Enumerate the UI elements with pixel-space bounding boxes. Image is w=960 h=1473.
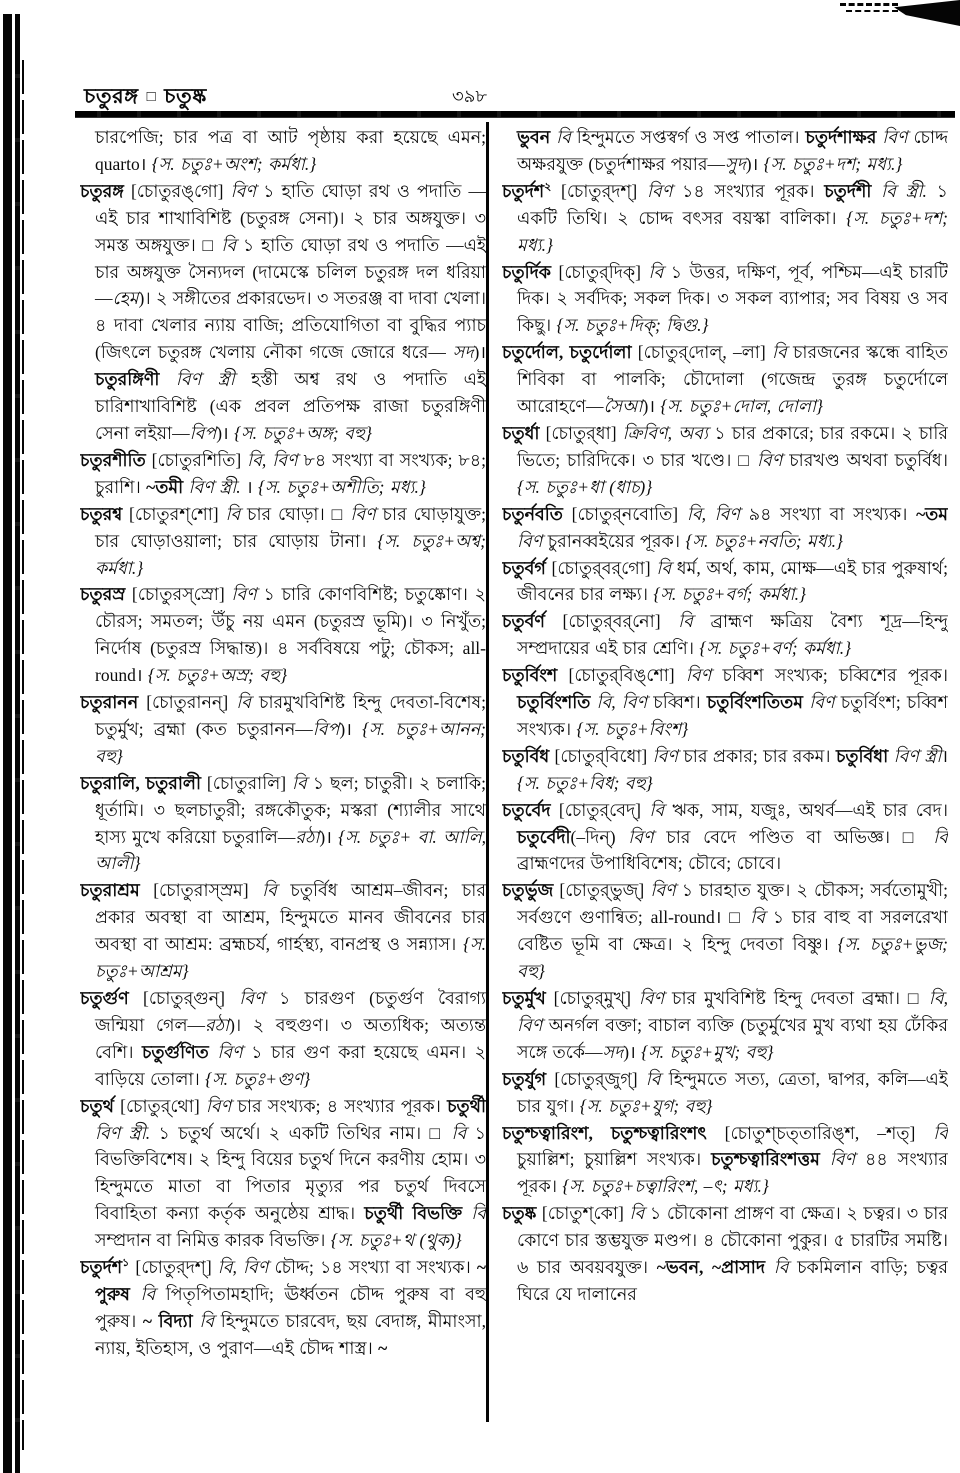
headword-text: চতুর্ধা — [502, 422, 540, 443]
entry-text: বিণ স্ত্রী. — [95, 1122, 151, 1143]
entry-text: বিপ — [189, 422, 217, 443]
left-column — [80, 124, 486, 1434]
headword-text: ~তম — [916, 503, 948, 524]
entry-text: বি — [471, 1203, 486, 1224]
guide-separator: □ — [146, 89, 157, 105]
entry-text: সদ — [602, 1041, 624, 1062]
entry-text: ১ উত্তর, দক্ষিণ, পূর্ব, পশ্চিম—এই চারটি দিক। ২ সর্বদিক; সকল দিক। ৩ সকল ব্যাপার; সব বিষয় ও সব কিছু। — [517, 261, 948, 336]
entry-text: )। — [473, 342, 486, 363]
entry-text: বিণ — [646, 180, 673, 201]
entry-text: [চোতুর্‌দিক্] — [551, 261, 649, 282]
dictionary-entry — [502, 1200, 948, 1308]
entry-text: বিণ স্ত্রী — [175, 369, 235, 390]
dictionary-entry — [502, 339, 948, 420]
entry-text: বি — [292, 772, 307, 793]
entry-text: বি — [750, 907, 765, 928]
entry-text: বি, বিণ — [517, 988, 948, 1035]
entry-text: বি — [629, 1203, 645, 1224]
headword-text: চতুর্যুগ — [502, 1068, 547, 1089]
entry-text: {স. চতুঃ+দিক্; দ্বিগু.} — [556, 315, 709, 336]
scan-corner-artifact — [894, 0, 960, 26]
dictionary-entry — [502, 1120, 948, 1201]
entry-text: চোদ্দ অক্ষরযুক্ত (চতুর্দশাক্ষর পয়ার— — [517, 127, 948, 174]
entry-text: বিণ — [230, 180, 256, 201]
entry-text: ১৪ সংখ্যার পূরক। — [672, 180, 825, 201]
dictionary-entry — [502, 743, 948, 797]
entry-text: বি, বিণ — [686, 503, 741, 524]
binding-shadow-line — [22, 60, 24, 1450]
entry-text: বিণ — [205, 1095, 232, 1116]
headword-text: চতুর্নবতি — [502, 503, 563, 524]
entry-text: {স. চতুঃ+অঙ্গ; বহু} — [234, 422, 372, 443]
entry-text: {স. চতুঃ+বিধ; বহু} — [517, 772, 653, 793]
entry-text: ঋক, সাম, যজুঃ, অথর্ব—এই চার বেদ। — [664, 799, 948, 820]
entry-text: বি — [648, 261, 664, 282]
entry-text: বি — [221, 234, 237, 255]
entry-text: [চোতুর্‌নবোতি] — [562, 503, 687, 524]
entry-text: বিণ — [829, 1149, 856, 1170]
headword-text: চতুর্বিধা — [835, 745, 889, 766]
entry-text: {স. চতুঃ+দশ; মধ্য.} — [763, 153, 903, 174]
entry-text: {স. চতুঃ+আনন; বহু} — [95, 718, 486, 766]
entry-text: হস্তী অশ্ব রথ ও পদাতি এই চারিশাখাবিশিষ্ট (এক প্রবল প্রতিপক্ষ রাজা চতুরঙ্গিণী সেনা লইয়া— — [95, 369, 486, 443]
entry-text: (–দিন্) — [570, 826, 629, 847]
headword-text: চতুর্থ — [80, 1095, 114, 1116]
entry-text: ব্রাহ্মণ ক্ষত্রিয় বৈশ্য শূদ্র—হিন্দু সম্প্রদায়ের এই চার শ্রেণি। — [517, 611, 948, 659]
entry-text: ১ হাতি ঘোড়া রথ ও পদাতি —এই চার শাখাবিশিষ্ট (চতুরঙ্গ সেনা)। ২ চার অঙ্গযুক্ত। ৩ সমস্ত অঙ্গযুক্ত। □ — [95, 180, 486, 255]
entry-text: ১ একটি তিথি। ২ চোদ্দ বৎসর বয়স্কা বালিকা। — [517, 180, 948, 228]
entry-text: ৮৪ সংখ্যা বা সংখ্যক; ৮৪; চুরাশি। — [95, 449, 486, 497]
entry-text: পিতৃপিতামহাদি; ঊর্ধ্বতন চৌদ্দ পুরুষ বা বহু পুরুষ। — [95, 1283, 486, 1331]
dictionary-entry — [502, 501, 948, 555]
entry-text: )। — [319, 826, 339, 847]
entry-text: বি — [199, 1310, 215, 1331]
entry-text: [চোতুর্‌বর্‌গো] — [545, 557, 657, 578]
dictionary-entry — [80, 1093, 486, 1254]
headword-text: চতুর্দশাক্ষর — [805, 127, 877, 147]
entry-text: ৪৪ সংখ্যার পূরক। — [517, 1149, 948, 1197]
entry-text: বি, বিণ — [596, 692, 648, 713]
entry-text: অনর্গল বক্তা; বাচাল ব্যক্তি (চতুর্মুখের মুখ ব্যথা হয় ঢেঁকির সঙ্গে তর্কে— — [517, 1014, 948, 1062]
entry-text: {স. চতুঃ+থ (থুক)} — [330, 1230, 462, 1251]
entry-text: বি, বিণ — [247, 449, 298, 470]
entry-text: চার ঘোড়া। □ — [240, 503, 351, 524]
entry-text: {স. চতুঃ+চত্বারিংশ, –ৎ; মধ্য.} — [562, 1176, 769, 1197]
entry-text: {স. চতুঃ+আশ্রম} — [95, 934, 486, 982]
entry-text: বি — [236, 692, 251, 713]
entry-text: বি — [645, 1068, 661, 1089]
entry-text: [চোতুর্‌গুন্] — [128, 988, 240, 1008]
header-rule — [75, 111, 955, 118]
headword-text: চতুর্দিক — [502, 261, 552, 282]
headword-text: ~ভবন, ~প্রাসাদ — [656, 1257, 766, 1278]
headword-text: চতুরাশ্রম — [80, 880, 140, 901]
entry-text: ১ চার বাহু বা সরলরেখা বেষ্টিত ভূমি বা ক্ষেত্র। ২ হিন্দু দেবতা বিষ্ণু। — [517, 907, 948, 955]
entry-text: ১ — [122, 1257, 130, 1270]
scan-corner-artifact — [840, 3, 898, 6]
guide-words — [84, 80, 207, 115]
entry-text: বিণ — [350, 503, 376, 524]
entry-text — [765, 1257, 774, 1277]
headword-text: ~ পুরুষ — [95, 1257, 486, 1304]
entry-text: {স. চতুঃ+অশীতি; মধ্য.} — [258, 476, 426, 497]
entry-text: [চোতুর্‌দশ্] — [551, 180, 647, 201]
headword-text: ~তমী — [146, 476, 184, 497]
entry-text: {স. চতুঃ+ বা. আলি, আলী} — [95, 826, 486, 874]
dictionary-entry — [502, 608, 948, 662]
entry-text: সুদ — [725, 153, 746, 174]
entry-text: [চোতুর্‌বিঙ্‌শো] — [557, 665, 686, 686]
headword-text: চতুর্ভুজ — [502, 880, 554, 901]
entry-text: বি — [656, 557, 672, 578]
entry-text — [130, 1284, 140, 1304]
headword-text: চতুর্গুণিত — [141, 1041, 209, 1062]
entry-text — [159, 369, 175, 389]
headword-text: চতুরালি, চতুরালী — [80, 772, 201, 793]
headword-text: চতুরস্র — [80, 584, 126, 605]
entry-text: [চোতুরস্‌স্রো] — [125, 584, 232, 605]
dictionary-entry — [502, 555, 948, 609]
entry-text: ধর্ম, অর্থ, কাম, মোক্ষ—এই চার পুরুষার্থ; জীবনের চার লক্ষ্য। — [517, 557, 948, 605]
headword-text: চতুর্দশ — [80, 1257, 123, 1278]
entry-text: {স. চতুঃ+নবতি; মধ্য.} — [685, 530, 843, 551]
dictionary-entry — [80, 1254, 486, 1362]
entry-text: চব্বিশ। — [647, 692, 707, 713]
entry-text: । — [240, 476, 258, 497]
dictionary-entry — [502, 259, 948, 340]
headword-text: চতুর্দোল, চতুর্দোলা — [502, 342, 632, 363]
entry-text: চুয়াল্লিশ; চুয়াল্লিশ সংখ্যক। — [517, 1149, 712, 1170]
dictionary-entry — [80, 581, 486, 689]
entry-text: বি — [451, 1122, 467, 1143]
entry-text: [চোতুর্‌দোল্, –লা] — [631, 342, 772, 363]
entry-text: {স. চতুঃ+অংশ; কর্মধা.} — [151, 153, 317, 174]
entry-text: [চোতুরাস্‌স্রম] — [139, 880, 263, 901]
entry-text: {স. চতুঃ+ভুজ; বহু} — [517, 934, 948, 982]
entry-text: চার ঘোড়াযুক্ত; চার ঘোড়াওয়ালা; চার ঘোড়ায় টানা। — [95, 503, 486, 551]
headword-text: চতুর্বর্গ — [502, 557, 546, 578]
entry-text: বি — [771, 342, 787, 363]
headword-text: চতুশ্চত্বারিংশ, চতুশ্চত্বারিংশৎ — [502, 1122, 707, 1143]
entry-text: [চোতুরঙ্‌গো] — [123, 180, 231, 201]
dictionary-entry — [502, 877, 948, 985]
entry-text: {স. চতুঃ+বর্ণ; কর্মধা.} — [699, 638, 852, 659]
entry-text: [চোতুশ্‌কো] — [536, 1203, 630, 1224]
dictionary-entry — [80, 689, 486, 770]
entry-text: [চোতুর্‌ভুজ্] — [553, 880, 651, 901]
headword-text: চতুর্থী বিভক্তি — [364, 1203, 463, 1224]
headword-text: চতুর্গুণ — [80, 988, 129, 1008]
entry-text: [চোতুর্‌ধা] — [539, 422, 623, 443]
headword-text: চতুরঙ্গ — [80, 180, 124, 201]
headword-text: ভুবন — [517, 127, 551, 147]
entry-text: ১ চারি কোণবিশিষ্ট; চতুষ্কোণ। ২ চৌরস; সমতল; উঁচু নয় এমন (চতুরস্র ভূমি)। ৩ নিখুঁত; নির্দোষ (চতুরস্র সিদ্ধান্ত)। ৪ সর্ববিষয়ে পটু; চৌকস; all-round। — [95, 584, 486, 686]
entry-text: [চোতুরশ্‌শো] — [122, 503, 226, 524]
headword-text: চতুর্দশী — [824, 180, 872, 201]
dictionary-entry — [80, 985, 486, 1093]
entry-text: চতুর্বিধ আশ্রম–জীবন; চার প্রকার অবস্থা বা আশ্রম, হিন্দুমতে মানব জীবনের চার অবস্থা বা আশ্রম: ব্রহ্মচর্য, গার্হস্থ্য, বানপ্রস্থ ও সন্ন্যাস। — [95, 880, 486, 955]
entry-text: {স. চতুঃ+যুগ; বহু} — [579, 1095, 713, 1116]
entry-text: {স. চতুঃ+মুখ; বহু} — [641, 1041, 774, 1062]
entry-text: ২ — [544, 180, 552, 193]
entry-text — [871, 181, 881, 201]
entry-text: {স. চতুঃ+বর্গ; কর্মধা.} — [653, 584, 806, 605]
entry-text: রঠা — [205, 1014, 230, 1035]
entry-text: বিণ — [628, 826, 654, 847]
headword-text: চতুর্বিধ — [502, 745, 550, 766]
page-number: ৩৯৮ — [452, 86, 488, 106]
entry-text: বি — [933, 826, 948, 847]
entry-text: চারপেজি; চার পত্র বা আট পৃষ্ঠায় করা হয়েছে এমন; quarto। — [95, 127, 486, 174]
entry-text: চতুর্বিংশ; চব্বিশ সংখ্যক। — [517, 692, 948, 739]
entry-text: [চোতুর্‌দশ্] — [129, 1257, 218, 1278]
entry-text: {স. চতুঃ+দশ; মধ্য.} — [517, 207, 948, 255]
dictionary-entry — [502, 124, 948, 178]
entry-text: । — [941, 745, 948, 766]
dictionary-entry — [502, 985, 948, 1066]
headword-text: চতুরশীতি — [80, 449, 146, 470]
entry-text: [চোতুশ্‌চত্‌তারিঙ্‌শ, –শত্] — [706, 1122, 934, 1143]
dictionary-entry — [80, 501, 486, 582]
entry-text: ১ হাতি ঘোড়া রথ ও পদাতি —এই চার অঙ্গযুক্ত সৈন্যদল (দামেস্কে চলিল চতুরঙ্গ দল ধরিয়া— — [95, 234, 486, 309]
headword-text: চতুর্বর্ণ — [502, 611, 545, 632]
entry-text: বি — [556, 127, 571, 147]
dictionary-entry — [80, 124, 486, 178]
entry-text: [চোতুর্‌জুগ্] — [546, 1068, 646, 1089]
entry-text: চকমিলান বাড়ি; চত্বর ঘিরে যে দালানের — [517, 1257, 948, 1304]
headword-text: চতুর্মুখ — [502, 988, 546, 1008]
entry-text: বি স্ত্রী. — [881, 180, 927, 201]
entry-text: সম্প্রদান বা নিমিত্ত কারক বিভক্তি। — [95, 1230, 331, 1251]
dictionary-entry — [502, 797, 948, 878]
entry-text: বিণ — [231, 584, 257, 605]
entry-text: সৈআ — [603, 396, 643, 417]
entry-text: [চোতুর্‌থো] — [113, 1095, 206, 1116]
dictionary-entry — [502, 662, 948, 743]
headword-text: চতুর্দশ — [502, 180, 545, 201]
dictionary-entry — [502, 1066, 948, 1120]
entry-text: ১ চার গুণ করা হয়েছে এমন। ২ বাড়িয়ে তোলা। — [95, 1041, 486, 1089]
entry-text: চার প্রকার; চার রকম। — [677, 745, 836, 766]
entry-text: বি — [678, 611, 693, 632]
dictionary-entry — [502, 178, 948, 259]
entry-text: বি, বিণ — [217, 1257, 269, 1278]
entry-text: বিণ — [809, 692, 835, 713]
headword-text: চতুরানন — [80, 692, 139, 713]
guide-word-first: চতুরঙ্গ — [84, 84, 139, 108]
entry-text: বি — [773, 1257, 789, 1278]
entry-text: চারজনের স্কন্ধে বাহিত শিবিকা বা পালকি; চৌদোলা (গজেন্দ্র তুরঙ্গ চতুর্দোলে আরোহণে— — [517, 342, 948, 417]
entry-text: রঠা — [295, 826, 320, 847]
binding-shadow-line — [15, 14, 20, 1473]
entry-text: বিণ স্ত্রী — [893, 745, 942, 766]
headword-text: চতুর্বিংশতি — [517, 692, 591, 713]
dictionary-entry — [80, 447, 486, 501]
entry-text: )। — [642, 396, 661, 417]
entry-text: )। — [339, 718, 363, 739]
entry-text: বিণ — [882, 127, 908, 147]
entry-text: চার সংখ্যক; ৪ সংখ্যার পূরক। — [231, 1095, 448, 1116]
entry-text — [820, 1149, 830, 1169]
headword-text: চতুরঙ্গিণী — [95, 369, 160, 390]
dictionary-entry — [80, 770, 486, 878]
entry-text: [চোতুর্‌বেদ্] — [550, 799, 650, 820]
binding-shadow-line — [3, 14, 12, 1473]
headword-text: চতুর্বিংশ — [502, 665, 558, 686]
entry-text: বি — [933, 1122, 948, 1143]
entry-text — [462, 1203, 471, 1223]
entry-text: চার মুখবিশিষ্ট হিন্দু দেবতা ব্রহ্মা। □ — [664, 988, 929, 1008]
entry-text: [চোতুরানন্] — [138, 692, 237, 713]
entry-text: [চোতুর্‌বিধো] — [549, 745, 653, 766]
entry-text: বিণ — [517, 530, 543, 551]
entry-text: ১ চার প্রকারে; চার রকমে। ২ চারি ভিতে; চারিদিকে। ৩ চার খণ্ডে। □ — [517, 422, 948, 470]
entry-text: {স. চতুঃ+গুণ} — [205, 1068, 311, 1089]
entry-text: হেম — [112, 288, 139, 309]
headword-text: ~ বিদ্যা — [142, 1310, 193, 1331]
entry-text: ১ বিভক্তিবিশেষ। ২ হিন্দু বিয়ের চতুর্থ দিনে করণীয় হোম। ৩ হিন্দুমতে মাতা বা পিতার মৃত্যুর পর চতুর্থ দিবসে বিবাহিতা কন্যা কর্তৃক অনুষ্ঠেয় শ্রাদ্ধ। — [95, 1122, 486, 1224]
entry-text: বিণ — [685, 665, 712, 686]
column-divider — [486, 122, 489, 1422]
entry-text: )। — [216, 422, 235, 443]
entry-text: বিণ — [757, 449, 783, 470]
entry-text: [চোতুর্‌বর্‌নো] — [544, 611, 679, 632]
entry-text: চারমুখবিশিষ্ট হিন্দু দেবতা-বিশেষ; চতুর্মুখ; ব্রহ্মা (কত চতুরানন— — [95, 692, 486, 739]
entry-text: )। ২ বহুগুণ। ৩ অত্যধিক; অত্যন্ত বেশি। — [95, 1014, 486, 1062]
entry-text: বি — [225, 503, 241, 524]
entry-text: চৌদ্দ; ১৪ সংখ্যা বা সংখ্যক। — [268, 1257, 477, 1278]
entry-text: চার বেদে পণ্ডিত বা অভিজ্ঞ। □ — [653, 826, 934, 847]
entry-text: {স. চতুঃ+বিংশ} — [576, 718, 689, 739]
headword-text: চতুরশ্ব — [80, 503, 123, 524]
entry-text: চুরানব্বইয়ের পূরক। — [542, 530, 686, 551]
dictionary-entry — [502, 420, 948, 501]
entry-text: {স. চতুঃ+ধা (ধাচ)} — [517, 476, 653, 497]
entry-text: চব্বিশ সংখ্যক; চব্বিশের পূরক। — [711, 665, 948, 686]
entry-text: ৯৪ সংখ্যা বা সংখ্যক। — [740, 503, 917, 524]
entry-text: বিণ — [638, 988, 665, 1008]
right-column — [502, 124, 948, 1434]
entry-text: ১ চারগুণ (চতুর্গুণ বৈরাগ্য জন্মিয়া গেল— — [95, 988, 486, 1035]
dictionary-entry — [80, 178, 486, 447]
entry-text: বিণ — [650, 880, 676, 901]
headword-text: চতুর্বেদী — [517, 826, 571, 847]
headword-text: চতুর্থী — [447, 1095, 486, 1116]
entry-text: বিপ — [312, 718, 340, 739]
entry-text: ক্রিবিণ, অব্য — [622, 422, 709, 443]
entry-text: বিণ — [239, 988, 265, 1008]
headword-text: চতুর্বিংশতিতম — [706, 692, 804, 713]
entry-text: চারখণ্ড অথবা চতুর্বিধ। — [782, 449, 948, 470]
entry-text: {স. চতুঃ+অশ্ব; কর্মধা.} — [95, 530, 486, 578]
entry-text: ১ চতুর্থ অর্থে। ২ একটি তিথির নাম। □ — [150, 1122, 452, 1143]
entry-text: সদ — [452, 342, 474, 363]
entry-text: বি — [262, 880, 277, 901]
entry-text: বি — [649, 799, 665, 820]
dictionary-entry — [80, 877, 486, 985]
entry-text: হিন্দুমতে সপ্তস্বর্গ ও সপ্ত পাতাল। — [570, 127, 806, 147]
entry-text: বিণ — [652, 745, 678, 766]
entry-text: বি — [140, 1283, 156, 1304]
headword-text: ~ — [378, 1337, 388, 1358]
entry-text: )। ২ সঙ্গীতের প্রকারভেদ। ৩ সতরঞ্জ বা দাবা খেলা। ৪ দাবা খেলার ন্যায় বাজি; প্রতিযোগিতা বা বুদ্ধির প্যাচ (জিৎলে চতুরঙ্গ খেলায় নৌকা গজে জোরে ধরে— — [95, 288, 486, 363]
entry-text: বিণ স্ত্রী. — [188, 476, 241, 497]
headword-text: চতুর্বেদ — [502, 799, 551, 820]
entry-text: )। — [623, 1041, 642, 1062]
headword-text: চতুশ্চত্বারিংশত্তম — [711, 1149, 820, 1170]
entry-text: {স. চতুঃ+অস্র; বহু} — [147, 665, 288, 686]
entry-text: [চোতুরশিতি] — [145, 449, 248, 470]
entry-text: হিন্দুমতে সত্য, ত্রেতা, দ্বাপর, কলি—এই চার যুগ। — [517, 1068, 948, 1116]
entry-text: ১ চারহাত যুক্ত। ২ চৌকস; সর্বতোমুখী; সর্বগুণে গুণান্বিত; all-round। □ — [517, 880, 948, 928]
entry-text: ১ ছল; চাতুরী। ২ চলাকি; ধূর্তামি। ৩ ছলচাতুরী; রঙ্গকৌতুক; মস্করা (শ্যালীর সাথে হাস্য মুখে করিয়ো চতুরালি— — [95, 772, 486, 847]
entry-text: )। — [745, 153, 764, 174]
headword-text: চতুষ্ক — [502, 1203, 537, 1224]
entry-text: ১ চৌকোনা প্রাঙ্গণ বা ক্ষেত্র। ২ চত্বর। ৩ চার কোণে চার স্তম্ভযুক্ত মণ্ডপ। ৪ চৌকোনা পুকুর। ৫ চারটির সমষ্টি। ৬ চার অবয়বযুক্ত। — [517, 1203, 948, 1278]
scan-corner-artifact — [846, 10, 898, 12]
entry-text: [চোতুর্‌মুখ্] — [545, 988, 639, 1008]
entry-text: হিন্দুমতে চারবেদ, ছয় বেদাঙ্গ, মীমাংসা, ন্যায়, ইতিহাস, ও পুরাণ—এই চৌদ্দ শাস্ত্র। — [95, 1310, 486, 1358]
entry-text: {স. চতুঃ+দোল, দোলা} — [660, 396, 824, 417]
entry-text: বিণ — [217, 1041, 243, 1062]
entry-text: ব্রাহ্মণদের উপাধিবিশেষ; চৌবে; চোবে। — [517, 853, 782, 874]
entry-text: [চোতুরালি] — [200, 772, 293, 793]
guide-word-last: চতুষ্ক — [164, 84, 207, 108]
